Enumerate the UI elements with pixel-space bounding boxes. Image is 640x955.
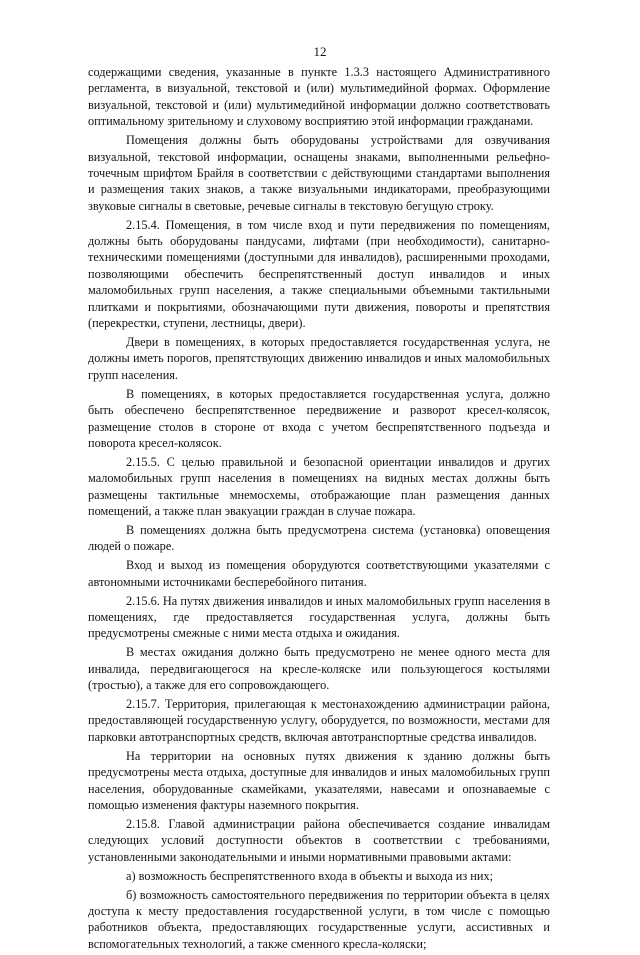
paragraph: 2.15.8. Главой администрации района обеспечивается создание инвалидам следующих условий доступности объектов в соответствии с требованиями, установленными законодательными и иными нормативными правовыми актами: (88, 816, 550, 864)
paragraph: 2.15.6. На путях движения инвалидов и иных маломобильных групп населения в помещениях, где предоставляется государственная услуга, должны быть предусмотрены смежные с ними места отдыха и ожидания. (88, 593, 550, 641)
page-number: 12 (313, 44, 327, 59)
document-body (88, 64, 550, 955)
list-item: а) возможность беспрепятственного входа в объекты и выхода из них; (126, 868, 494, 883)
paragraph: 2.15.7. Территория, прилегающая к местонахождению администрации района, предоставляющей государственную услугу, оборудуется, по возможности, местами для парковки автотранспортных средств, включая автотранспортные средства инвалидов. (88, 697, 550, 744)
paragraph: В местах ожидания должно быть предусмотрено не менее одного места для инвалида, передвигающегося на кресле-коляске или пользующегося костылями (тростью), а также для его сопровождающего. (88, 645, 550, 693)
paragraph: В помещениях должна быть предусмотрена система (установка) оповещения людей о пожаре. (88, 522, 550, 554)
paragraph: 2.15.4. Помещения, в том числе вход и пути передвижения по помещениям, должны быть оборудованы пандусами, лифтами (при необходимости), санитарно-техническими помещениями (доступными для инвалидов), расширенными проходами, позволяющими обеспечить беспрепятственный доступ инвалидов и иных маломобильных групп населения, а также специальными объемными тактильными плитками и покрытиями, обозначающими пути движения, повороты и препятствия (перекрестки, ступени, лестницы, двери). (88, 217, 550, 331)
paragraph: 2.15.5. С целью правильной и безопасной ориентации инвалидов и других маломобильных групп населения в помещениях на видных местах должны быть размещены тактильные мнемосхемы, отображающие план размещения данных помещений, а также план эвакуации граждан в случае пожара. (88, 454, 550, 519)
paragraph: На территории на основных путях движения к зданию должны быть предусмотрены места отдыха, доступные для инвалидов и иных маломобильных групп населения, оборудованные скамейками, указателями, навесами и опознаваемые с помощью изменения фактуры наземного покрытия. (88, 748, 550, 812)
paragraph: Помещения должны быть оборудованы устройствами для озвучивания визуальной, текстовой информации, оснащены знаками, выполненными рельефно-точечным шрифтом Брайля в соответствии с действующими стандартами выполнения и размещения таких знаков, а также визуальными индикаторами, преобразующими звуковые сигналы в световые, речевые сигналы в текстовую бегущую строку. (88, 133, 550, 213)
paragraph: Вход и выход из помещения оборудуются соответствующими указателями с автономными источниками бесперебойного питания. (88, 558, 550, 589)
list-item: б) возможность самостоятельного передвижения по территории объекта в целях доступа к месту предоставления государственной услуги, в том числе с помощью работников объекта, предоставляющих государственные услуги, ассистивных и вспомогательных технологий, а также сменного кресла-коляски; (88, 887, 550, 951)
paragraph: Двери в помещениях, в которых предоставляется государственная услуга, не должны иметь порогов, препятствующих движению инвалидов и иных маломобильных групп населения. (88, 335, 550, 382)
paragraph: содержащими сведения, указанные в пункте 1.3.3 настоящего Административного регламента, в визуальной, текстовой и (или) мультимедийной формах. Оформление визуальной, текстовой и (или) мультимедийной информации должно соответствовать оптимальному зрительному и слуховому восприятию этой информации гражданами. (88, 65, 550, 129)
paragraph: В помещениях, в которых предоставляется государственная услуга, должно быть обеспечено беспрепятственное передвижение и разворот кресел-колясок, размещение столов в стороне от входа с учетом беспрепятственного подъезда и поворота кресел-колясок. (88, 386, 550, 450)
